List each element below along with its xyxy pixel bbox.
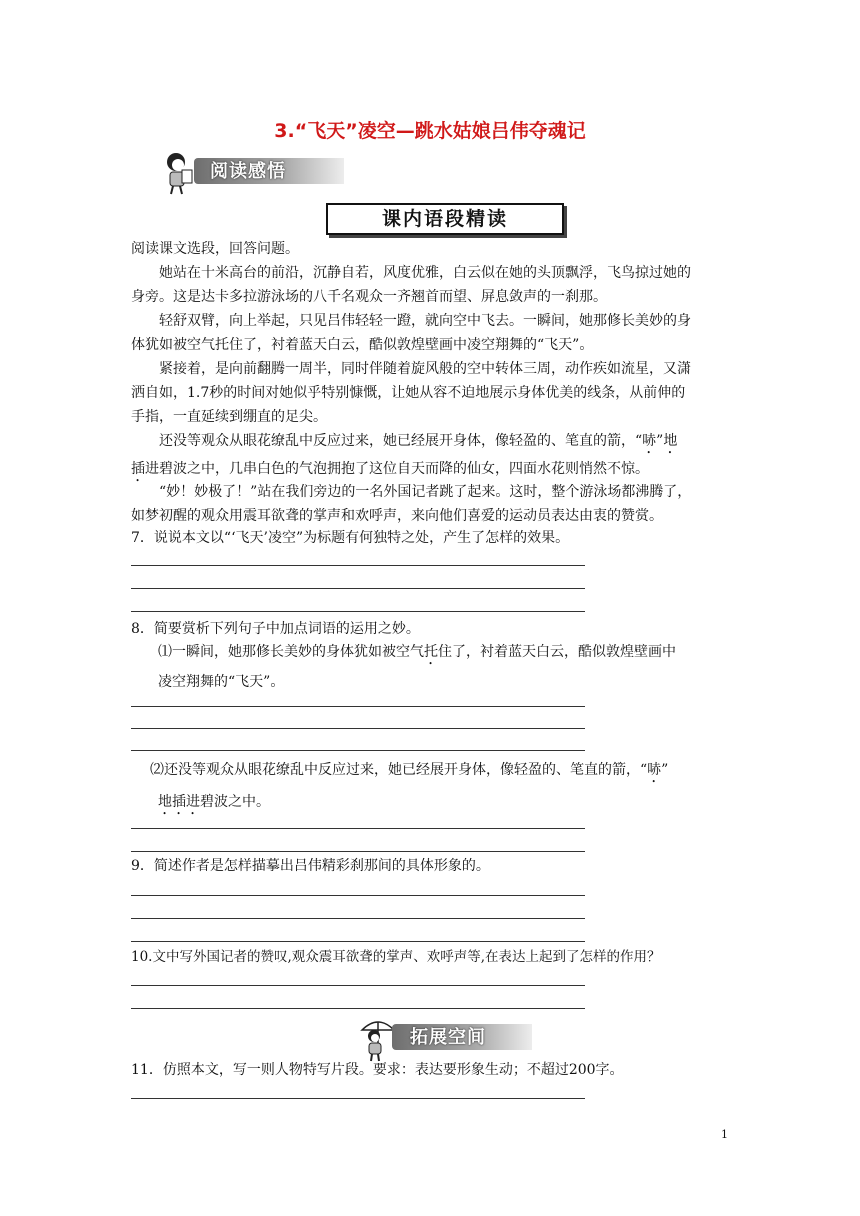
answer-line[interactable]: [131, 1008, 585, 1009]
dotted-word: 托: [424, 644, 438, 660]
section-label: 拓展空间: [410, 1027, 486, 1048]
question-10: 10.文中写外国记者的赞叹,观众震耳欲聋的掌声、欢呼声等,在表达上起到了怎样的作用？: [131, 949, 661, 965]
page-number: 1: [721, 1128, 728, 1141]
text-line: 洒自如，1.7秒的时间对她似乎特别慷慨，让她从容不迫地展示身体优美的线条，从前伸的: [131, 385, 686, 401]
section-label: 阅读感悟: [210, 161, 286, 182]
text-line: ⑵还没等观众从眼花缭乱中反应过来，她已经展开身体，像轻盈的、笔直的箭，“哧”: [150, 762, 669, 778]
section-banner-reading: [158, 150, 338, 184]
answer-line[interactable]: [131, 985, 585, 986]
text-line: “妙！妙极了！”站在我们旁边的一名外国记者跳了起来。这时，整个游泳场都沸腾了，: [159, 484, 692, 500]
answer-line[interactable]: [131, 918, 585, 919]
intro-text: 阅读课文选段，回答问题。: [131, 241, 299, 257]
question-11: 11．仿照本文，写一则人物特写片段。要求：表达要形象生动；不超过200字。: [131, 1062, 624, 1078]
text-line: 手指，一直延续到绷直的足尖。: [131, 409, 327, 425]
dotted-word: 哧: [642, 433, 657, 449]
girl-reading-icon: [158, 150, 198, 196]
dotted-word: 地: [663, 433, 678, 449]
answer-line[interactable]: [131, 728, 585, 729]
answer-line[interactable]: [131, 941, 585, 942]
text-line: 紧接着，是向前翻腾一周半，同时伴随着旋风般的空中转体三周，动作疾如流星，又潇: [159, 361, 691, 377]
text-line: 轻舒双臂，向上举起，只见吕伟轻轻一蹬，就向空中飞去。一瞬间，她那修长美妙的身: [159, 313, 691, 329]
text-line: 体犹如被空气托住了，衬着蓝天白云，酷似敦煌壁画中凌空翔舞的“飞天”。: [131, 337, 594, 353]
passage-paragraph: [131, 309, 751, 357]
text-line: 身旁。这是达卡多拉游泳场的八千名观众一齐翘首而望、屏息敛声的一刹那。: [131, 289, 607, 305]
dotted-word: 哧: [647, 762, 662, 778]
page-title: 3.“飞天”凌空—跳水姑娘吕伟夺魂记: [274, 120, 586, 142]
passage-paragraph: [131, 357, 751, 429]
passage-paragraph: [131, 480, 751, 528]
answer-line[interactable]: [131, 1098, 585, 1099]
passage-paragraph: [131, 261, 751, 309]
text-line: 插进碧波之中，几串白色的气泡拥抱了这位自天而降的仙女，四面水花则悄然不惊。: [131, 461, 649, 477]
text-line: 还没等观众从眼花缭乱中反应过来，她已经展开身体，像轻盈的、笔直的箭，“哧”地: [159, 433, 678, 449]
answer-line[interactable]: [131, 750, 585, 751]
question-8-item-1: [158, 640, 758, 694]
answer-line[interactable]: [131, 706, 585, 707]
text-line: ⑴一瞬间，她那修长美妙的身体犹如被空气托住了，衬着蓝天白云，酷似敦煌壁画中: [158, 644, 676, 660]
answer-line[interactable]: [131, 588, 585, 589]
answer-line[interactable]: [131, 895, 585, 896]
passage-paragraph: [131, 429, 751, 485]
dotted-word: 地插进: [158, 794, 200, 810]
question-8: 8．简要赏析下列句子中加点词语的运用之妙。: [131, 621, 420, 637]
text-line: 凌空翔舞的“飞天”。: [158, 674, 285, 690]
answer-line[interactable]: [131, 851, 585, 852]
subsection-heading: 课内语段精读: [326, 203, 564, 235]
section-banner-extension: [360, 1016, 530, 1050]
dotted-word: 插: [131, 461, 145, 477]
question-8-item-2: [150, 758, 760, 818]
text-line: 如梦初醒的观众用震耳欲聋的掌声和欢呼声，来向他们喜爱的运动员表达由衷的赞赏。: [131, 508, 663, 524]
answer-line[interactable]: [131, 565, 585, 566]
answer-line[interactable]: [131, 611, 585, 612]
text-line: 她站在十米高台的前沿，沉静自若，风度优雅，白云似在她的头顶飘浮，飞鸟掠过她的: [159, 265, 691, 281]
text-line: 地插进碧波之中。: [158, 794, 270, 810]
question-7: 7．说说本文以“‘飞天’凌空”为标题有何独特之处，产生了怎样的效果。: [131, 530, 570, 546]
answer-line[interactable]: [131, 828, 585, 829]
question-9: 9．简述作者是怎样描摹出吕伟精彩刹那间的具体形象的。: [131, 858, 490, 874]
